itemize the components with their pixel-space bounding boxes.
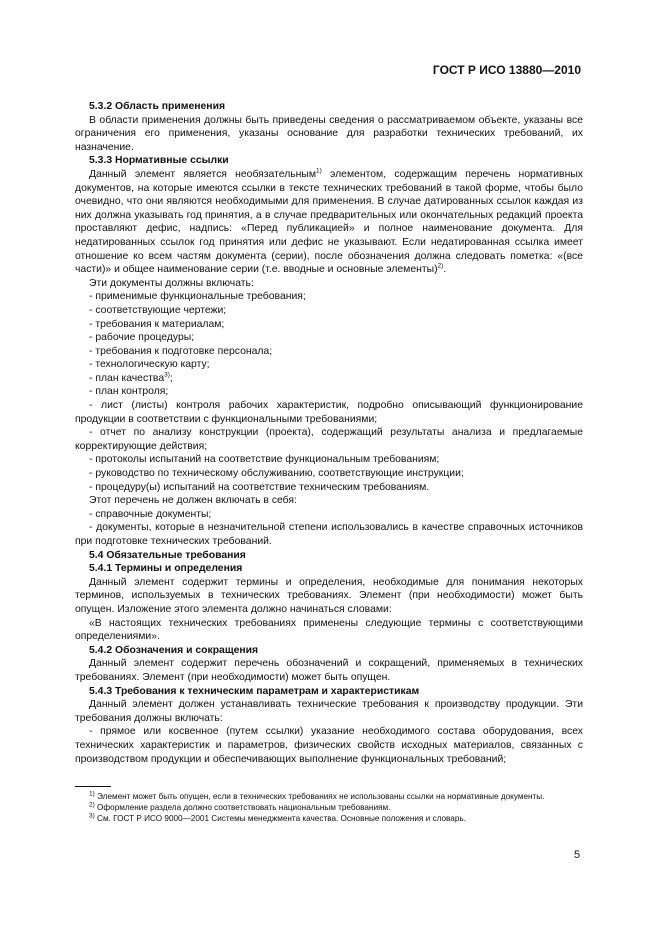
list-item: - требования к подготовке персонала; <box>89 345 273 357</box>
footnote-1 <box>75 791 583 802</box>
section-5-4-2-text: Данный элемент содержит перечень обозначений и сокращений, применяемых в технических требованиях. Элемент (при необходимости) может быть опущен. <box>75 658 583 683</box>
section-5-4-2-title: 5.4.2 Обозначения и сокращения <box>89 644 259 656</box>
list-item: - процедуру(ы) испытаний на соответствие техническим требованиям. <box>89 481 430 493</box>
footnote-ref-3: 3) <box>164 371 170 379</box>
section-5-4-3-text: Данный элемент должен устанавливать технические требования к производству продукции. Эти требования должны включать: <box>75 699 583 724</box>
text-part: . <box>443 264 447 276</box>
footnote-3 <box>75 813 583 824</box>
list-item: - прямое или косвенное (путем ссылки) указание необходимого состава оборудования, всех технических характеристик и параметров, физических свойств исходных материалов, связанных с производством продукции и обеспечивающих выполнение функциональных требований; <box>75 726 583 765</box>
footnote-ref-1: 1) <box>316 167 322 175</box>
footnote-ref-2: 2) <box>437 262 444 270</box>
list-item: - справочные документы; <box>89 508 212 520</box>
footnote-mark: 1) <box>89 790 95 798</box>
footnote-text: Оформление раздела должно соответствовать национальным требованиям. <box>94 803 391 812</box>
list-item: - технологическую карту; <box>89 359 210 371</box>
footnote-mark: 3) <box>89 812 95 820</box>
include-intro: Эти документы должны включать: <box>89 277 254 289</box>
footnote-text: Элемент может быть опущен, если в технических требованиях не использованы ссылки на нормативные документы. <box>94 792 545 801</box>
text-part: элементом, содержащим перечень нормативных документов, на которые имеются ссылки в тексте технических требований в такой форме, чтобы было очевидно, что они являются необходимыми для применения. В случае датированных ссылок каждая из них должна указывать год принятия, а в случае предварительных или окончательных редакций проекта проставляют дефис, надпись: «Перед публикацией» и полное наименование документа. Для недатированных ссылок год принятия или дефис не указывают. Если недатированная ссылка имеет отношение ко всем частям документа (серии), после обозначения должна следовать пометка: «(все части)» и общее наименование серии (т.е. вводные и основные элементы) <box>75 168 583 276</box>
list-item: - протоколы испытаний на соответствие функциональным требованиям; <box>89 454 440 466</box>
footnotes <box>75 791 583 824</box>
page-number: 5 <box>574 849 581 861</box>
list-item: - лист (листы) контроля рабочих характеристик, подробно описывающий функционирование продукции в соответствии с функциональными требованиями; <box>75 400 583 425</box>
list-item: - рабочие процедуры; <box>89 332 195 344</box>
list-item <box>75 372 583 386</box>
section-5-4-1-title: 5.4.1 Термины и определения <box>89 563 243 575</box>
section-5-4-1-quote: «В настоящих технических требованиях применены следующие термины с соответствующими определениями». <box>75 617 583 643</box>
list-item: - соответствующие чертежи; <box>89 304 227 316</box>
main-text <box>75 100 583 766</box>
footnote-mark: 2) <box>89 801 95 809</box>
list-item: - руководство по техническому обслуживанию, соответствующие инструкции; <box>89 468 464 480</box>
list-item: - план контроля; <box>89 386 169 398</box>
footnote-divider <box>75 786 111 787</box>
list-item: - требования к материалам; <box>89 318 225 330</box>
list-item: - документы, которые в незначительной степени использовались в качестве справочных источников при подготовке технических требований. <box>75 522 583 547</box>
section-5-3-2-text: В области применения должны быть приведены сведения о рассматриваемом объекте, указаны все ограничения его применения, указаны основание для разработки технических требований, их назначение. <box>75 114 583 153</box>
list-item: - отчет по анализу конструкции (проекта), содержащий результаты анализа и предлагаемые корректирующие действия; <box>75 427 583 452</box>
footnote-text: См. ГОСТ Р ИСО 9000—2001 Системы менеджмента качества. Основные положения и словарь. <box>94 814 466 823</box>
section-5-3-3-title: 5.3.3 Нормативные ссылки <box>89 155 229 167</box>
list-item: - применимые функциональные требования; <box>89 291 306 303</box>
section-5-3-3-text <box>75 168 583 277</box>
text-part: ; <box>169 372 173 384</box>
section-5-3-2-title: 5.3.2 Область применения <box>89 101 226 112</box>
section-5-4-3-title: 5.4.3 Требования к техническим параметрам и характеристикам <box>89 685 420 697</box>
text-part: - план качества <box>89 372 165 384</box>
document-header: ГОСТ Р ИСО 13880—2010 <box>432 63 581 77</box>
exclude-intro: Этот перечень не должен включать в себя: <box>89 495 297 507</box>
section-5-4-title: 5.4 Обязательные требования <box>89 549 246 561</box>
footnote-2 <box>75 802 583 813</box>
text-part: Данный элемент является необязательным <box>89 168 317 180</box>
section-5-4-1-text: Данный элемент содержит термины и определения, необходимые для понимания некоторых терминов, используемых в технических требованиях. Элемент (при необходимости) может быть опущен. Изложение этого элемента должно начинаться словами: <box>75 576 583 615</box>
